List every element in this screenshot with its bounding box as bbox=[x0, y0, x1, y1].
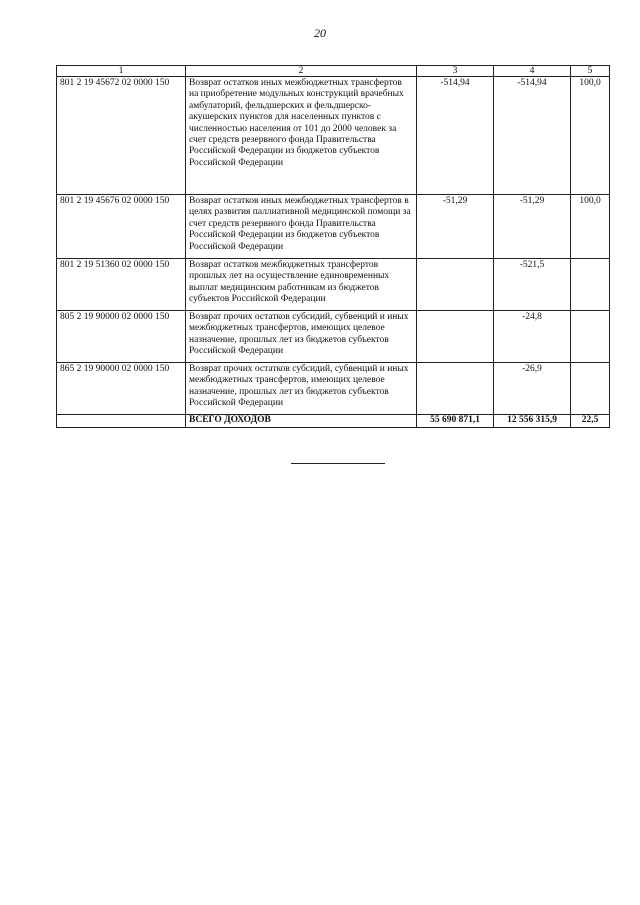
table-row bbox=[57, 77, 610, 195]
header-col-1: 1 bbox=[57, 66, 186, 77]
row-plan-value bbox=[417, 363, 494, 415]
table-header-row bbox=[57, 66, 610, 77]
total-actual-value: 12 556 315,9 bbox=[494, 415, 571, 428]
row-percent bbox=[571, 311, 610, 363]
total-percent: 22,5 bbox=[571, 415, 610, 428]
row-description: Возврат остатков межбюджетных трансфертов прошлых лет на осуществление единовременных выплат медицинским работникам из бюджетов субъектов Российской Федерации bbox=[186, 259, 417, 311]
row-description: Возврат прочих остатков субсидий, субвенций и иных межбюджетных трансфертов, имеющих целевое назначение, прошлых лет из бюджетов субъектов Российской Федерации bbox=[186, 363, 417, 415]
row-percent: 100,0 bbox=[571, 77, 610, 195]
row-percent bbox=[571, 259, 610, 311]
row-actual-value: -24,8 bbox=[494, 311, 571, 363]
row-description: Возврат остатков иных межбюджетных трансфертов на приобретение модульных конструкций врачебных амбулаторий, фельдшерских и фельдшерско-акушерских пунктов для населенных пунктов с численностью населения от 101 до 2000 человек за счет средств резервного фонда Правительства Российской Федерации из бюджетов субъектов Российской Федерации bbox=[186, 77, 417, 195]
row-code: 865 2 19 90000 02 0000 150 bbox=[57, 363, 186, 415]
row-description: Возврат прочих остатков субсидий, субвенций и иных межбюджетных трансфертов, имеющих целевое назначение, прошлых лет из бюджетов субъектов Российской Федерации bbox=[186, 311, 417, 363]
header-col-2: 2 bbox=[186, 66, 417, 77]
page-number: 20 bbox=[314, 26, 326, 40]
row-actual-value: -26,9 bbox=[494, 363, 571, 415]
row-code: 801 2 19 45676 02 0000 150 bbox=[57, 195, 186, 259]
closing-separator-line bbox=[291, 463, 385, 464]
row-code: 805 2 19 90000 02 0000 150 bbox=[57, 311, 186, 363]
total-label: ВСЕГО ДОХОДОВ bbox=[186, 415, 417, 428]
table-row bbox=[57, 259, 610, 311]
total-row bbox=[57, 415, 610, 428]
row-actual-value: -514,94 bbox=[494, 77, 571, 195]
row-code: 801 2 19 51360 02 0000 150 bbox=[57, 259, 186, 311]
row-plan-value: -51,29 bbox=[417, 195, 494, 259]
header-col-4: 4 bbox=[494, 66, 571, 77]
table-row bbox=[57, 195, 610, 259]
row-code: 801 2 19 45672 02 0000 150 bbox=[57, 77, 186, 195]
row-percent: 100,0 bbox=[571, 195, 610, 259]
table-row bbox=[57, 311, 610, 363]
table-row bbox=[57, 363, 610, 415]
total-code-cell bbox=[57, 415, 186, 428]
total-plan-value: 55 690 871,1 bbox=[417, 415, 494, 428]
revenue-table bbox=[56, 65, 610, 428]
header-col-3: 3 bbox=[417, 66, 494, 77]
row-description: Возврат остатков иных межбюджетных трансфертов в целях развития паллиативной медицинской помощи за счет средств резервного фонда Правительства Российской Федерации из бюджетов субъектов Российской Федерации bbox=[186, 195, 417, 259]
row-actual-value: -521,5 bbox=[494, 259, 571, 311]
row-plan-value: -514,94 bbox=[417, 77, 494, 195]
header-col-5: 5 bbox=[571, 66, 610, 77]
row-percent bbox=[571, 363, 610, 415]
row-plan-value bbox=[417, 259, 494, 311]
row-actual-value: -51,29 bbox=[494, 195, 571, 259]
row-plan-value bbox=[417, 311, 494, 363]
